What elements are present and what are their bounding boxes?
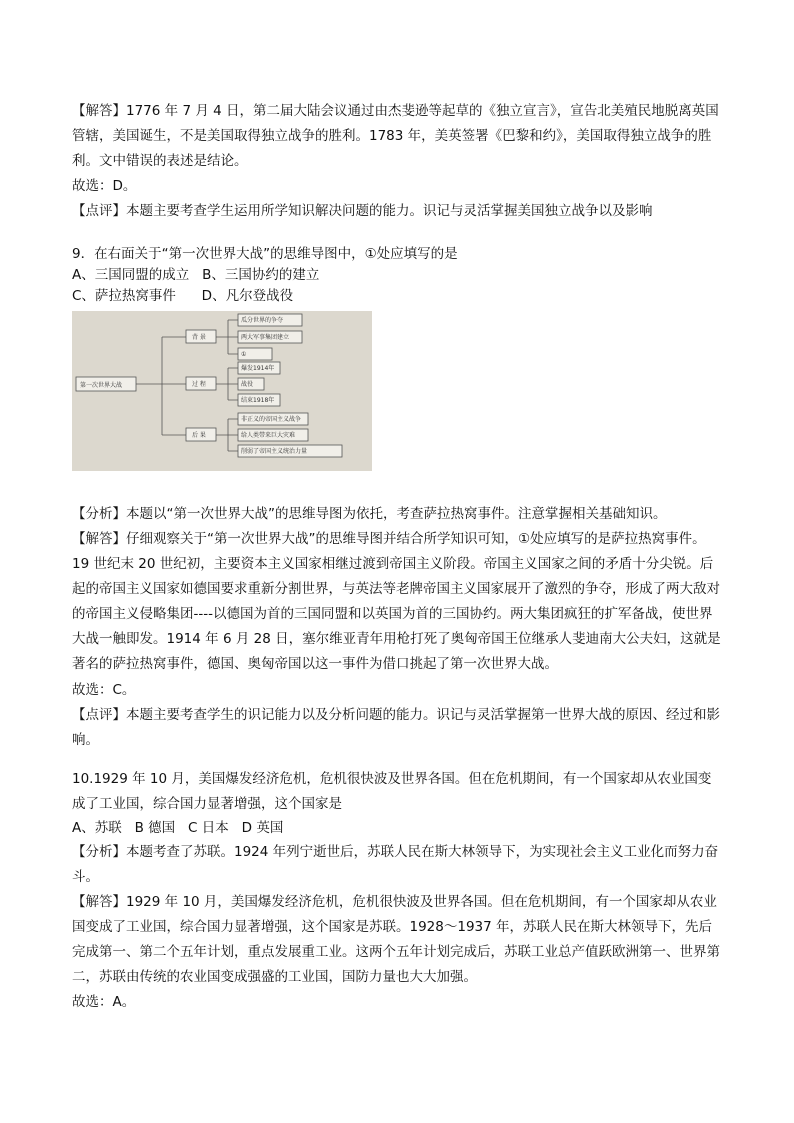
q9-stem: 9．在右面关于“第一次世界大战”的思维导图中，①处应填写的是	[72, 246, 458, 262]
q9-answer: 【解答】仔细观察关于“第一次世界大战”的思维导图并结合所学知识可知，①处应填写的是萨拉热窝事件。19 世纪末 20 世纪初，主要资本主义国家相继过渡到帝国主义阶段。帝国主义国家之间的矛盾十分尖锐。后起的帝国主义国家如德国要求重新分割世界，与英法等老牌帝国主义国家展开了激烈的争夺，形成了两大敌对的帝国主义侵略集团----以德国为首的三国同盟和以英国为首的三国协约。两大集团疯狂的扩军备战，使世界大战一触即发。1914 年 6 月 28 日，塞尔维亚青年用枪打死了奥匈帝国王位继承人斐迪南大公夫妇，这就是著名的萨拉热窝事件，德国、奥匈帝国以这一事件为借口挑起了第一次世界大战。	[72, 531, 721, 672]
mindmap-leaf-text: 非正义的帝国主义战争	[241, 416, 302, 423]
mindmap-figure	[72, 311, 372, 471]
mindmap-leaf-text: 给人类带来巨大灾难	[241, 432, 296, 439]
mindmap-leaf-text: ①	[241, 351, 247, 358]
q10-analysis: 【分析】本题考查了苏联。1924 年列宁逝世后，苏联人民在斯大林领导下，为实现社会主义工业化而努力奋斗。	[72, 844, 719, 885]
q9-options-line2: C、萨拉热窝事件 D、凡尔登战役	[72, 288, 294, 304]
q8-answer: 【解答】1776 年 7 月 4 日，第二届大陆会议通过由杰斐逊等起草的《独立宣言》，宣告北美殖民地脱离英国管辖，美国诞生，不是美国取得独立战争的胜利。1783 年，美英签署《巴黎和约》，美国取得独立战争的胜利。文中错误的表述是结论。	[72, 103, 719, 169]
q9-comment: 【点评】本题主要考查学生的识记能力以及分析问题的能力。识记与灵活掌握第一世界大战的原因、经过和影响。	[72, 707, 720, 748]
q8-comment: 【点评】本题主要考查学生运用所学知识解决问题的能力。识记与灵活掌握美国独立战争以及影响	[72, 203, 653, 219]
q9-options-line1: A、三国同盟的成立 B、三国协约的建立	[72, 267, 320, 283]
q9-analysis: 【分析】本题以“第一次世界大战”的思维导图为依托，考查萨拉热窝事件。注意掌握相关基础知识。	[72, 506, 667, 522]
mindmap-diagram	[72, 311, 372, 471]
mindmap-branch-label: 后 果	[192, 432, 206, 439]
mindmap-root-label: 第一次世界大战	[80, 382, 123, 389]
mindmap-branch-label: 背 景	[192, 334, 206, 341]
mindmap-leaf-text: 两大军事集团建立	[241, 334, 290, 341]
q10-options: A、苏联 B 德国 C 日本 D 英国	[72, 820, 284, 836]
q8-choice: 故选：D。	[72, 178, 137, 194]
mindmap-leaf-text: 结束1918年	[241, 397, 275, 404]
mindmap-branch-label: 过 程	[192, 381, 206, 388]
q9-choice: 故选：C。	[72, 682, 136, 698]
mindmap-leaf-text: 瓜分世界的争夺	[241, 317, 284, 324]
mindmap-leaf-text: 战役	[241, 381, 254, 388]
q10-stem: 10.1929 年 10 月，美国爆发经济危机，危机很快波及世界各国。但在危机期间，有一个国家却从农业国变成了工业国，综合国力显著增强，这个国家是	[72, 771, 712, 812]
q10-answer: 【解答】1929 年 10 月，美国爆发经济危机，危机很快波及世界各国。但在危机期间，有一个国家却从农业国变成了工业国，综合国力显著增强，这个国家是苏联。1928～1937 年，苏联人民在斯大林领导下，先后完成第一、第二个五年计划，重点发展重工业。这两个五年计划完成后，苏联工业总产值跃欧洲第一、世界第二，苏联由传统的农业国变成强盛的工业国，国防力量也大大加强。	[72, 894, 720, 985]
mindmap-leaf-text: 爆发1914年	[241, 365, 275, 372]
q10-choice: 故选：A。	[72, 994, 136, 1010]
mindmap-leaf-text: 削弱了帝国主义统治力量	[241, 448, 308, 455]
